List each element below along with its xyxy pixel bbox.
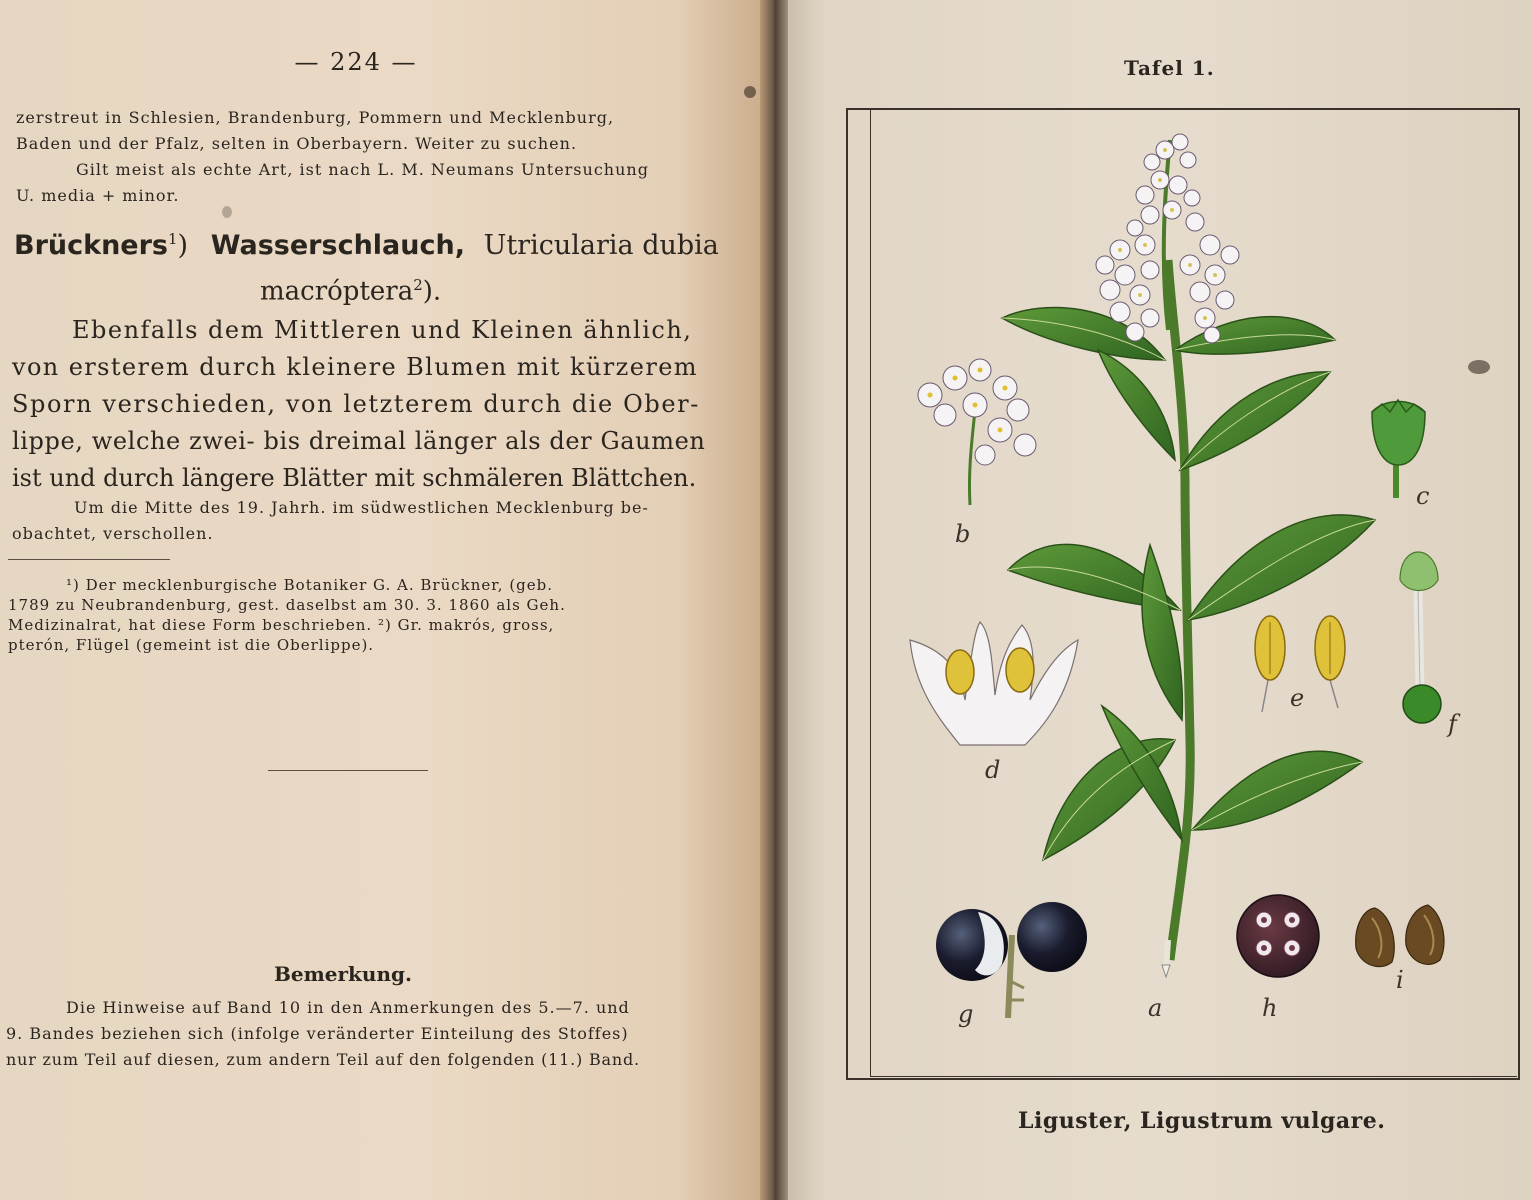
figure-d-corolla [910, 622, 1078, 745]
figure-b-flower-sprig [918, 359, 1036, 505]
figure-letter-h: h [1262, 994, 1278, 1022]
figure-letter-a: a [1148, 994, 1163, 1022]
remark-line: 9. Bandes beziehen sich (infolge veränderter Einteilung des Stoffes) [6, 1024, 629, 1043]
heading-latin-line2: macróptera [260, 276, 414, 307]
paper-stain [1468, 360, 1490, 374]
footnote-ref-1: 1 [168, 230, 178, 248]
body-line: von ersterem durch kleinere Blumen mit kürzerem [12, 353, 698, 381]
figure-letter-f: f [1448, 710, 1457, 738]
heading-latin: Utricularia dubia [483, 230, 719, 261]
figure-i-seeds [1356, 905, 1444, 967]
figure-f-pistil [1400, 552, 1441, 723]
intro-line: Gilt meist als echte Art, ist nach L. M. Neumans Untersuchung [76, 160, 649, 179]
heading-paren-2: ). [422, 276, 442, 307]
figure-letter-b: b [955, 520, 971, 548]
paper-stain [222, 206, 232, 218]
heading-paren: ) [177, 230, 189, 261]
figure-letter-e: e [1290, 684, 1305, 712]
figure-letter-i: i [1396, 966, 1404, 994]
footnote-line: ¹) Der mecklenburgische Botaniker G. A. Brückner, (geb. [66, 576, 554, 594]
remark-title: Bemerkung. [274, 962, 412, 986]
footnote-line: Medizinalrat, hat diese Form beschrieben. ²) Gr. makrós, gross, [8, 616, 555, 634]
plate-label: Tafel 1. [1124, 56, 1215, 80]
small-line: obachtet, verschollen. [12, 524, 214, 543]
remark-line: nur zum Teil auf diesen, zum andern Teil auf den folgenden (11.) Band. [6, 1050, 640, 1069]
heading-genus-label: Wasserschlauch, [210, 230, 465, 261]
intro-line: zerstreut in Schlesien, Brandenburg, Pommern und Mecklenburg, [16, 108, 615, 127]
body-line: lippe, welche zwei- bis dreimal länger als der Gaumen [12, 427, 706, 455]
paper-stain [744, 86, 756, 98]
plate-caption: Liguster, Ligustrum vulgare. [1018, 1108, 1386, 1134]
body-line: Ebenfalls dem Mittleren und Kleinen ähnlich, [72, 316, 693, 344]
figure-letter-g: g [958, 1000, 974, 1028]
figure-letter-d: d [985, 756, 1001, 784]
page-number: — 224 — [294, 48, 418, 76]
footnote-ref-2: 2 [413, 276, 423, 294]
figure-letter-c: c [1416, 482, 1430, 510]
intro-line: U. media + minor. [16, 186, 180, 205]
footnote-line: 1789 zu Neubrandenburg, gest. daselbst am 30. 3. 1860 als Geh. [8, 596, 566, 614]
small-line: Um die Mitte des 19. Jahrh. im südwestlichen Mecklenburg be- [74, 498, 649, 517]
footnote-line: pterón, Flügel (gemeint ist die Oberlippe). [8, 636, 375, 654]
remark-line: Die Hinweise auf Band 10 in den Anmerkungen des 5.—7. und [66, 998, 630, 1017]
body-line: ist und durch längere Blätter mit schmäleren Blättchen. [12, 464, 697, 492]
heading-common-name: Brückners [14, 230, 168, 261]
figure-h-berry-section [1237, 895, 1319, 977]
body-line: Sporn verschieden, von letzterem durch die Ober- [12, 390, 700, 418]
flower-panicle [1096, 134, 1239, 343]
intro-line: Baden und der Pfalz, selten in Oberbayern. Weiter zu suchen. [16, 134, 578, 153]
